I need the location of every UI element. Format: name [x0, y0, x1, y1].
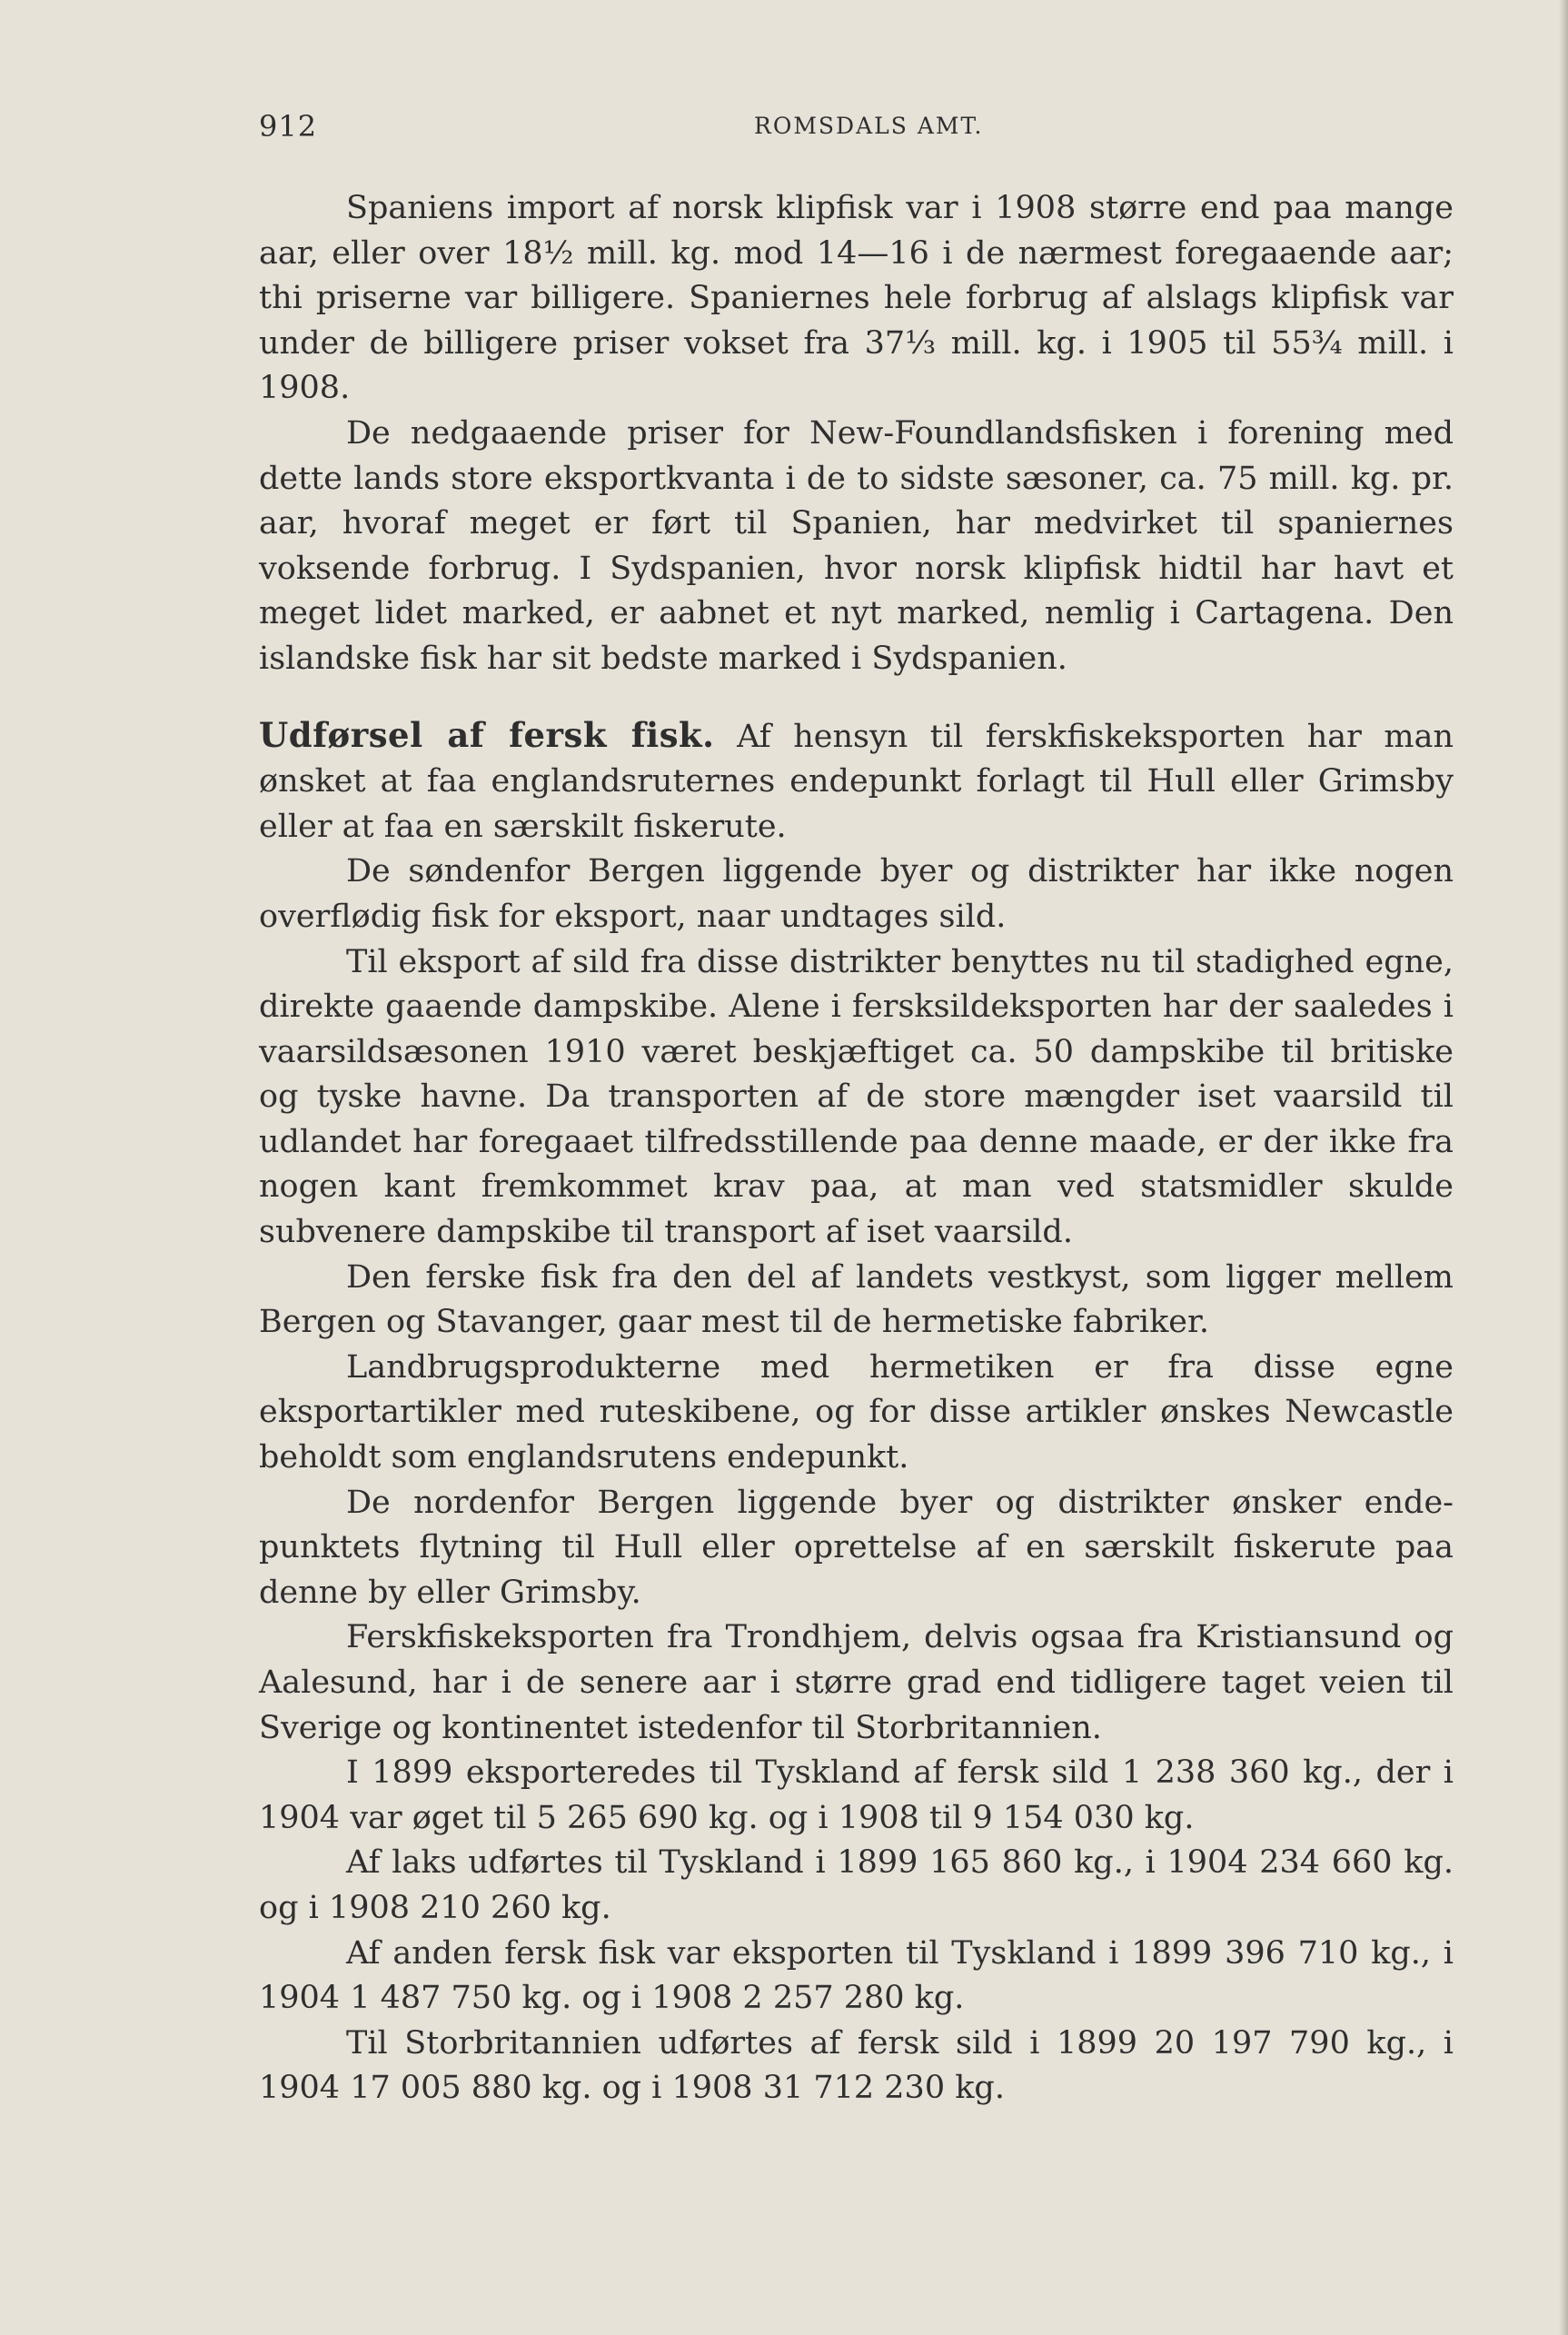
paragraph: Spaniens import af norsk klipfisk var i 1908 større end paa mange aar, eller over 18½ mill. kg. mod 14—16 i de nærmest foregaaende aar; thi priserne var billigere. Spaniernes hele forbrug af alslags klipfisk var under de billigere priser vokset fra 37⅓ mill. kg. i 1905 til 55¾ mill. i 1908. — [259, 190, 1454, 407]
paragraph: I 1899 eksporteredes til Tyskland af fersk sild 1 238 360 kg., der i 1904 var øget til 5 265 690 kg. og i 1908 til 9 154 030 kg. — [259, 1754, 1454, 1836]
page-header — [259, 109, 1454, 154]
paragraph: Af laks udførtes til Tyskland i 1899 165 860 kg., i 1904 234 660 kg. og i 1908 210 260 kg. — [259, 1844, 1454, 1926]
paragraph: Ferskfiskeksporten fra Trondhjem, delvis ogsaa fra Kristiansund og Aalesund, har i de senere aar i større grad end tidligere taget veien til Sverige og kontinentet istedenfor til Storbritannien. — [259, 1619, 1454, 1746]
page-number: 912 — [259, 109, 318, 144]
page-edge — [1559, 0, 1568, 2335]
paragraph: Af anden fersk fisk var eksporten til Tyskland i 1899 396 710 kg., i 1904 1 487 750 kg. og i 1908 2 257 280 kg. — [259, 1934, 1454, 2017]
paragraph: Til Storbritannien udførtes af fersk sild i 1899 20 197 790 kg., i 1904 17 005 880 kg. og i 1908 31 712 230 kg. — [259, 2024, 1454, 2107]
paragraph: De nordenfor Bergen liggende byer og distrikter ønsker endepunktets flytning til Hull eller oprettelse af en særskilt fiskerute paa denne by eller Grimsby. — [259, 1484, 1454, 1611]
paragraph: De søndenfor Bergen liggende byer og distrikter har ikke nogen overflødig fisk for eksport, naar undtages sild. — [259, 853, 1454, 935]
body-text — [259, 186, 1454, 2111]
paragraph: Landbrugsprodukterne med hermetiken er fra disse egne eksportartikler med ruteskibene, og for disse artikler ønskes Newcastle beholdt som englandsrutens endepunkt. — [259, 1348, 1454, 1476]
paragraph: Til eksport af sild fra disse distrikter benyttes nu til stadighed egne, direkte gaaende dampskibe. Alene i fersksildeksporten har der saaledes i vaarsildsæsonen 1910 været beskjæftiget ca. 50 dampskibe til britiske og tyske havne. Da transporten af de store mængder iset vaarsild til udlandet har foregaaet tilfredsstillende paa denne maade, er der ikke fra nogen kant fremkommet krav paa, at man ved statsmidler skulde subvenere dampskibe til transport af iset vaarsild. — [259, 943, 1454, 1251]
paragraph: De nedgaaende priser for New-Foundlandsfisken i forening med dette lands store eksportkvanta i de to sidste sæsoner, ca. 75 mill. kg. pr. aar, hvoraf meget er ført til Spanien, har medvirket til spaniernes voksende forbrug. I Sydspanien, hvor norsk klipfisk hidtil har havt et meget lidet marked, er aabnet et nyt marked, nemlig i Cartagena. Den islandske fisk har sit bedste marked i Sydspanien. — [259, 414, 1454, 677]
section-heading: Udførsel af fersk fisk. — [259, 714, 715, 755]
paragraph: Den ferske fisk fra den del af landets vestkyst, som ligger mellem Bergen og Stavanger, gaar mest til de hermetiske fabriker. — [259, 1258, 1454, 1341]
running-title: ROMSDALS AMT. — [754, 113, 984, 139]
section-paragraph — [259, 713, 1454, 850]
section-lead-text: Af hensyn til ferskfiskeksporten har man ønsket at faa englandsruternes endepunkt forlagt til Hull eller Grimsby eller at faa en særskilt fiskerute. — [259, 718, 1454, 845]
